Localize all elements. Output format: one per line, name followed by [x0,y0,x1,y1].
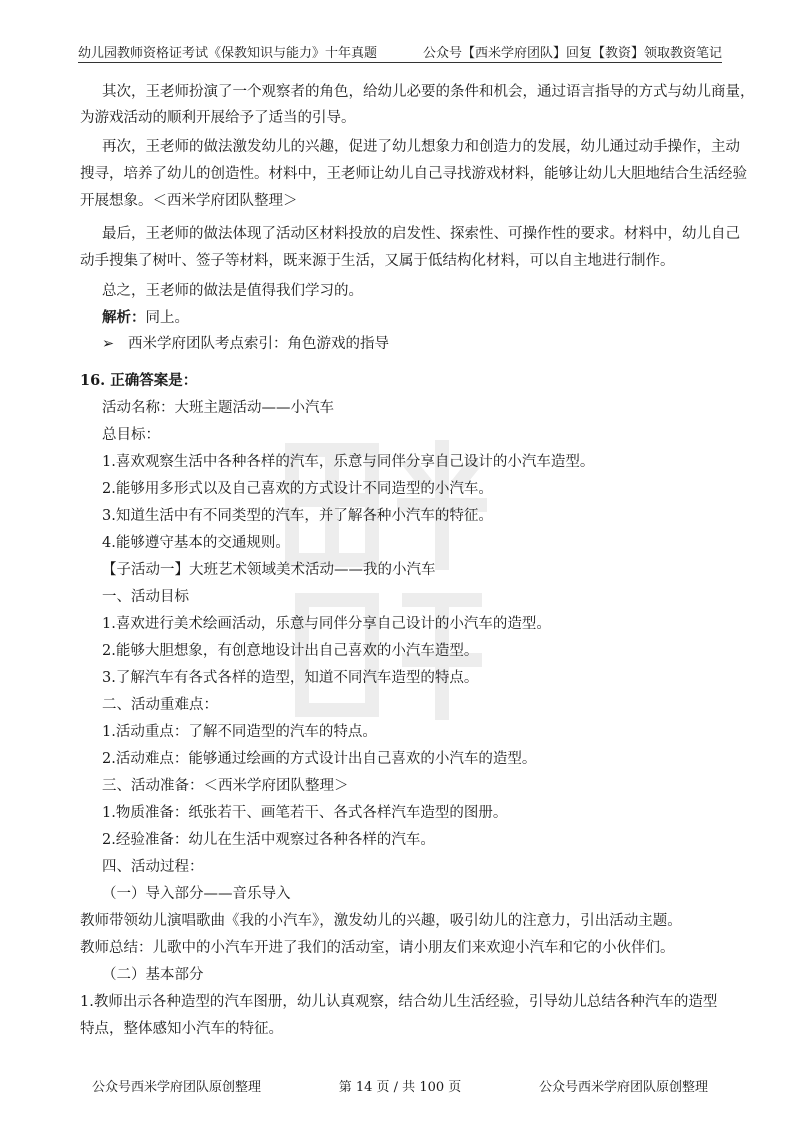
overall-goal-heading: 总目标： [102,427,160,443]
sub-activity-title: 【子活动一】大班艺术领域美术活动——我的小汽车 [102,562,436,578]
footer-right: 公众号西米学府团队原创整理 [538,1080,708,1095]
list-item: 2.能够大胆想象，有创意地设计出自己喜欢的小汽车造型。 [102,643,479,659]
section-heading: 三、活动准备：＜西米学府团队整理＞ [102,778,349,794]
list-item: 1.喜欢进行美术绘画活动，乐意与同伴分享自己设计的小汽车的造型。 [102,616,551,632]
goal-item: 3.知道生活中有不同类型的汽车，并了解各种小汽车的特征。 [102,508,493,524]
subsection-heading: （一）导入部分——音乐导入 [102,886,291,902]
bullet-arrow-icon: ➢ [102,336,115,352]
paragraph-line: 教师带领幼儿演唱歌曲《我的小汽车》，激发幼儿的兴趣，吸引幼儿的注意力，引出活动主题。 [80,913,682,929]
goal-item: 2.能够用多形式以及自己喜欢的方式设计不同造型的小汽车。 [102,481,493,497]
section-heading: 二、活动重难点： [102,697,218,713]
paragraph-line: 搜寻，培养了幼儿的创造性。材料中，王老师让幼儿自己寻找游戏材料，能够让幼儿大胆地结合生活经验 [80,166,747,182]
list-item: 2.经验准备：幼儿在生活中观察过各种各样的汽车。 [102,832,435,848]
paragraph-third-point: 再次，王老师的做法激发幼儿的兴趣，促进了幼儿想象力和创造力的发展，幼儿通过动手操作，主动 [102,139,740,155]
list-item: 1.物质准备：纸张若干、画笔若干、各式各样汽车造型的图册。 [102,805,508,821]
knowledge-index-text: 西米学府团队考点索引：角色游戏的指导 [127,336,389,352]
list-item: 2.活动难点：能够通过绘画的方式设计出自己喜欢的小汽车的造型。 [102,751,537,767]
paragraph-second-point: 其次，王老师扮演了一个观察者的角色，给幼儿必要的条件和机会，通过语言指导的方式与幼儿商量， [102,84,755,100]
header-promo: 公众号【西米学府团队】回复【教资】领取教资笔记 [422,46,722,61]
page-number: 第 14 页 / 共 100 页 [338,1080,462,1095]
paragraph-last-point: 最后，王老师的做法体现了活动区材料投放的启发性、探索性、可操作性的要求。材料中，幼儿自己 [102,226,740,242]
knowledge-index [102,332,389,353]
analysis-text: 同上。 [145,310,189,326]
paragraph-line: 1.教师出示各种造型的汽车图册，幼儿认真观察，结合幼儿生活经验，引导幼儿总结各种汽车的造型 [80,994,718,1010]
paragraph-line: 为游戏活动的顺利开展给予了适当的引导。 [80,110,356,126]
page-header [78,38,722,63]
footer-left: 公众号西米学府团队原创整理 [92,1080,262,1095]
paragraph-conclusion: 总之，王老师的做法是值得我们学习的。 [102,283,363,299]
goal-item: 4.能够遵守基本的交通规则。 [102,535,290,551]
analysis-line [102,306,189,327]
paragraph-line: 动手搜集了树叶、签子等材料，既来源于生活，又属于低结构化材料，可以自主地进行制作。 [80,253,675,269]
section-heading: 四、活动过程： [102,859,204,875]
list-item: 1.活动重点：了解不同造型的汽车的特点。 [102,724,377,740]
section-heading: 一、活动目标 [102,589,189,605]
goal-item: 1.喜欢观察生活中各种各样的汽车，乐意与同伴分享自己设计的小汽车造型。 [102,454,595,470]
subsection-heading: （二）基本部分 [102,967,204,983]
analysis-label: 解析： [102,309,146,326]
activity-name: 活动名称：大班主题活动——小汽车 [102,400,334,416]
paragraph-line: 开展想象。＜西米学府团队整理＞ [80,193,298,209]
paragraph-line: 特点，整体感知小汽车的特征。 [80,1021,283,1037]
question-16-answer-heading: 16. 正确答案是： [80,372,198,389]
header-book-title: 幼儿园教师资格证考试《保教知识与能力》十年真题 [78,46,378,61]
list-item: 3.了解汽车有各式各样的造型，知道不同汽车造型的特点。 [102,670,479,686]
paragraph-line: 教师总结：儿歌中的小汽车开进了我们的活动室，请小朋友们来欢迎小汽车和它的小伙伴们。 [80,940,675,956]
